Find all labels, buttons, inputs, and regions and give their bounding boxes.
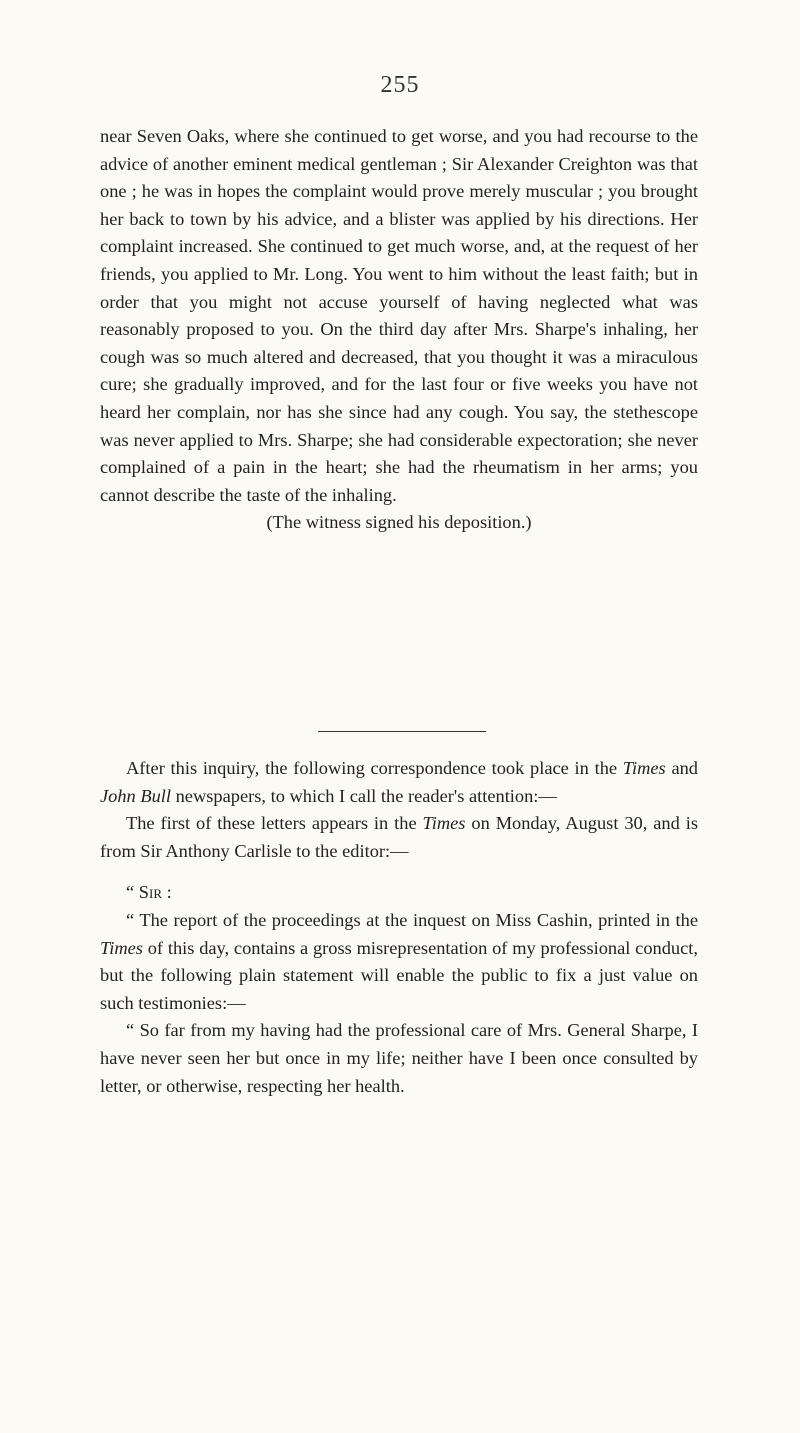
correspondence-intro: After this inquiry, the following correspondence took place in the Times and John Bull newspapers, to which I call the reader's attention:— xyxy=(100,758,698,806)
letter-paragraph-1: “ The report of the proceedings at the inquest on Miss Cashin, printed in the Times of this day, contains a gross misrepresentation of my professional conduct, but the following plain statement will enable the public to fix a just value on such testimonies:— xyxy=(100,909,698,1013)
deposition-note: (The witness signed his deposition.) xyxy=(266,512,532,533)
text-block-top xyxy=(100,123,698,537)
newspaper-title: Times xyxy=(422,813,466,834)
letter-paragraph-2: “ So far from my having had the professional care of Mrs. General Sharpe, I have never seen her but once in my life; neither have I been once consulted by letter, or otherwise, respecting her health. xyxy=(100,1020,698,1096)
text-block-bottom xyxy=(100,755,698,1100)
deposition-paragraph: near Seven Oaks, where she continued to get worse, and you had recourse to the advice of another eminent medical gentleman ; Sir Alexander Creighton was that one ; he was in hopes the complaint would prove merely muscular ; you brought her back to town by his advice, and a blister was applied by his directions. Her complaint increased. She continued to get much worse, and, at the request of her friends, you applied to Mr. Long. You went to him without the least faith; but in order that you might not accuse yourself of having neglected what was reasonably proposed to you. On the third day after Mrs. Sharpe's inhaling, her cough was so much altered and decreased, that you thought it was a miraculous cure; she gradually improved, and for the last four or five weeks you have not heard her complain, nor has she since had any cough. You say, the stethescope was never applied to Mrs. Sharpe; she had considerable expectoration; she never complained of a pain in the heart; she had the rheumatism in her arms; you cannot describe the taste of the inhaling. xyxy=(100,126,698,505)
letter-salutation: “ Sir : xyxy=(126,882,172,903)
newspaper-title: John Bull xyxy=(100,785,171,806)
newspaper-title: Times xyxy=(622,758,666,778)
letter-introduction: The first of these letters appears in the Times on Monday, August 30, and is from Sir Anthony Carlisle to the editor:— xyxy=(100,813,698,861)
newspaper-title: Times xyxy=(100,937,143,958)
page-number: 255 xyxy=(380,72,420,98)
section-divider xyxy=(318,731,486,732)
